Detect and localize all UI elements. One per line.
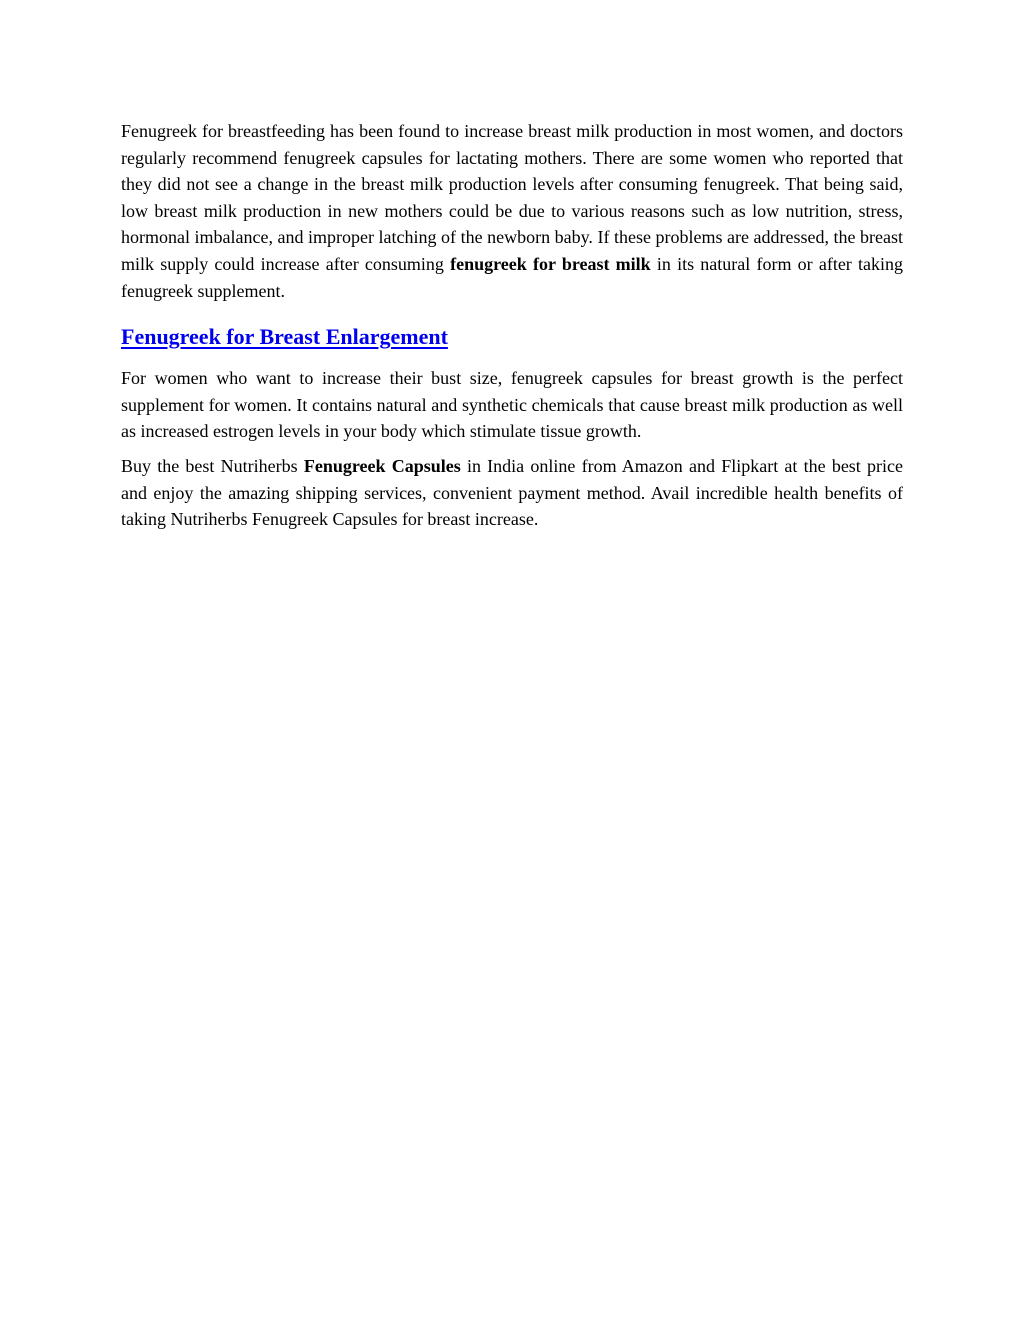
paragraph-text: Fenugreek for breastfeeding has been found to increase breast milk production in most women, and doctors regularly recommend fenugreek capsules for lactating mothers. There are some women who reported that they did not see a change in the breast milk production levels after consuming fenugreek. That being said, low breast milk production in new mothers could be due to various reasons such as low nutrition, stress, hormonal imbalance, and improper latching of the newborn baby. If these problems are addressed, the breast milk supply could increase after consuming bbox=[121, 121, 903, 274]
paragraph-buy bbox=[121, 453, 903, 533]
paragraph-bust-size: For women who want to increase their bust size, fenugreek capsules for breast growth is the perfect supplement for women. It contains natural and synthetic chemicals that cause breast milk production as well as increased estrogen levels in your body which stimulate tissue growth. bbox=[121, 368, 903, 442]
heading-link-breast-enlargement[interactable]: Fenugreek for Breast Enlargement bbox=[121, 324, 448, 350]
bold-phrase-fenugreek-capsules: Fenugreek Capsules bbox=[303, 455, 461, 476]
paragraph-text: in its natural form or after taking fenugreek supplement. bbox=[121, 253, 903, 301]
paragraph-text: Buy the best Nutriherbs bbox=[121, 455, 304, 476]
document-page bbox=[121, 118, 903, 533]
paragraph-breastfeeding bbox=[121, 118, 903, 304]
bold-phrase-fenugreek-for-breast-milk: fenugreek for breast milk bbox=[450, 253, 651, 274]
section-heading bbox=[121, 323, 903, 351]
paragraph-text: in India online from Amazon and Flipkart at the best price and enjoy the amazing shipping services, convenient payment method. Avail incredible health benefits of taking Nutriherbs Fenugreek Capsules for breast increase. bbox=[121, 455, 903, 530]
